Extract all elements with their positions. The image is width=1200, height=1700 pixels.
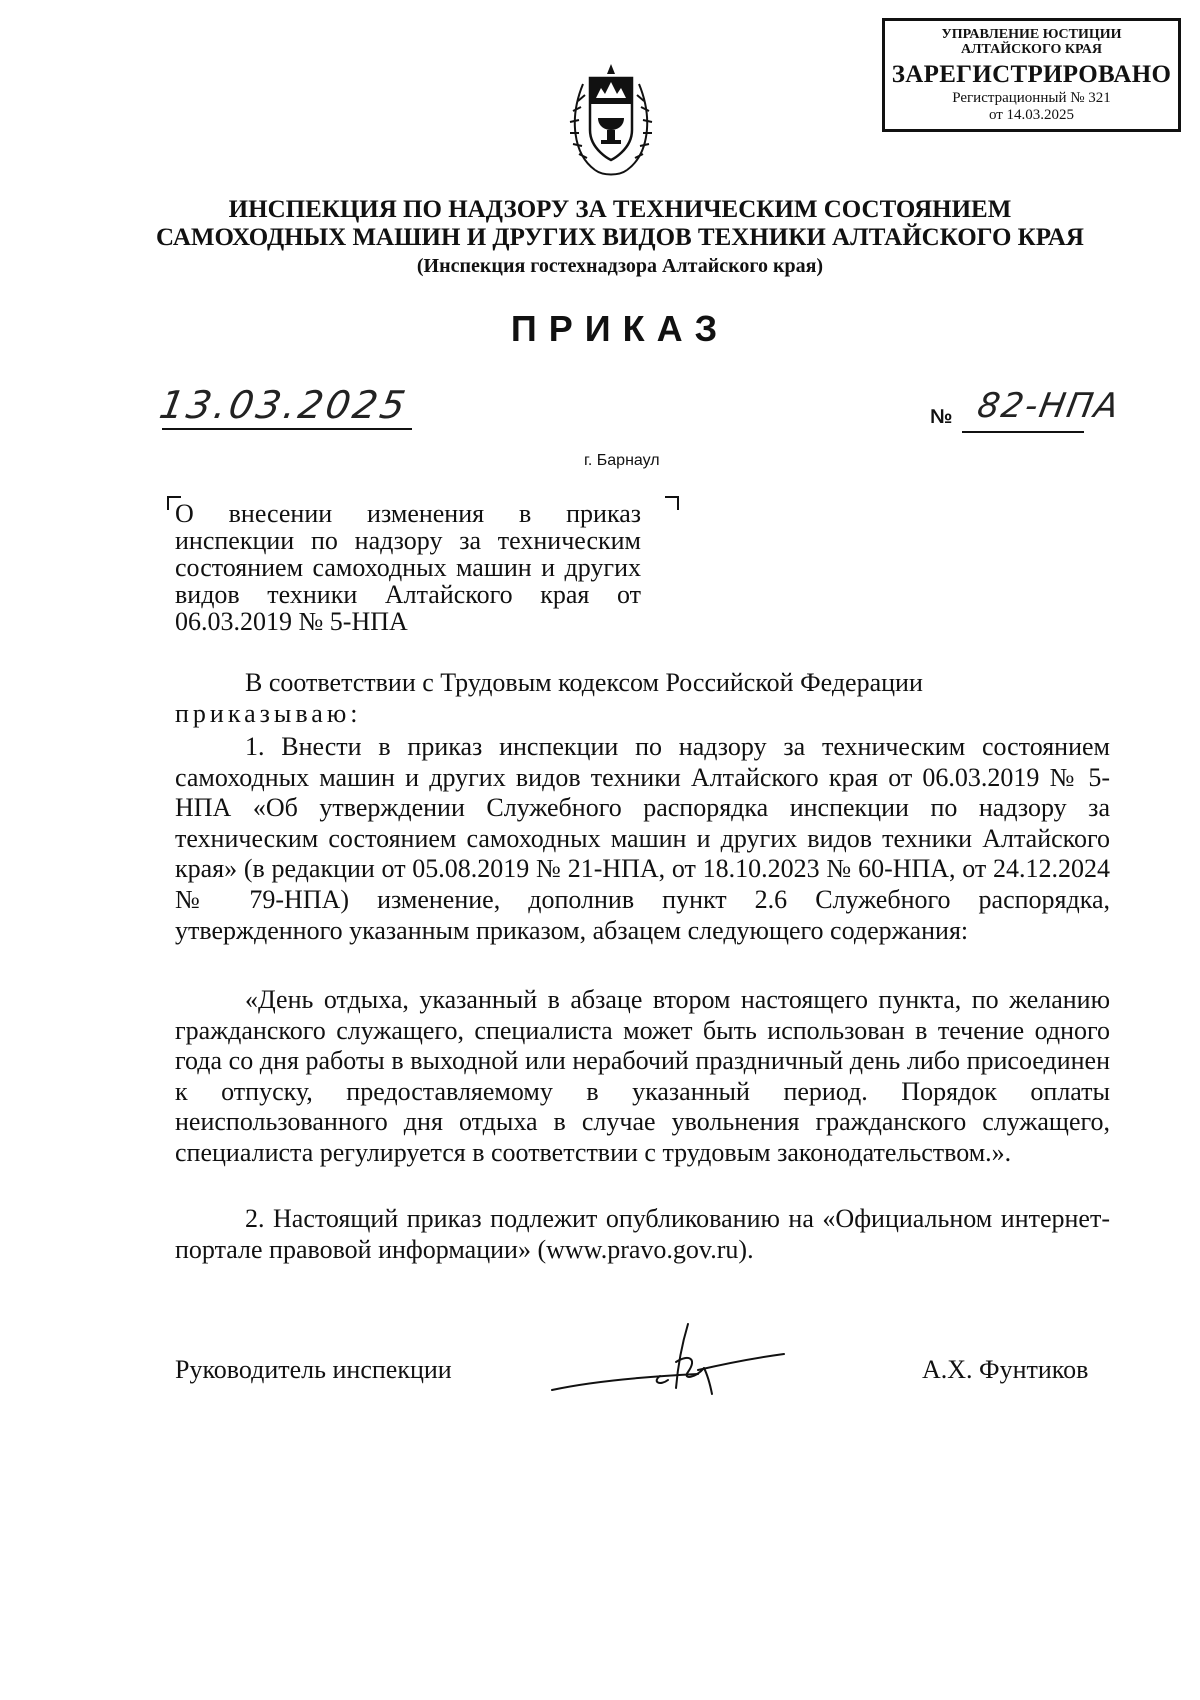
basis-paragraph — [175, 668, 1110, 729]
registration-stamp — [882, 18, 1181, 132]
order-number: 82-НПА — [974, 386, 1124, 426]
org-name-line2: САМОХОДНЫХ МАШИН И ДРУГИХ ВИДОВ ТЕХНИКИ АЛТАЙСКОГО КРАЯ — [156, 224, 1084, 251]
order-word: приказываю: — [175, 698, 362, 728]
org-name-line1: ИНСПЕКЦИЯ ПО НАДЗОРУ ЗА ТЕХНИЧЕСКИМ СОСТОЯНИЕМ — [228, 196, 1012, 223]
basis-text: В соответствии с Трудовым кодексом Российской Федерации — [245, 668, 923, 697]
stamp-reg-date: от 14.03.2025 — [988, 107, 1075, 123]
item-1-paragraph: 1. Внести в приказ инспекции по надзору за техническим состоянием самоходных машин и других видов техники Алтайского края от 06.03.2019 № 5-НПА «Об утверждении Служебного распорядка инспекции по надзору за техническим состоянием самоходных машин и других видов техники Алтайского края» (в редакции от 05.08.2019 № 21-НПА, от 18.10.2023 № 60-НПА, от 24.12.2024 № 79-НПА) изменение, дополнив пункт 2.6 Служебного распорядка, утвержденного указанным приказом, абзацем следующего содержания: — [175, 732, 1110, 945]
stamp-reg-number: Регистрационный № 321 — [952, 90, 1111, 106]
item-2-paragraph: 2. Настоящий приказ подлежит опубликованию на «Официальном интернет-портале правовой информации» (www.pravo.gov.ru). — [175, 1204, 1110, 1264]
date-underline — [162, 428, 412, 430]
order-city: г. Барнаул — [584, 452, 660, 469]
document-type-title: ПРИКАЗ — [510, 308, 730, 349]
signer-title: Руководитель инспекции — [175, 1355, 452, 1384]
subject-bracket-right — [665, 496, 679, 510]
order-number-label: № — [930, 406, 953, 428]
signer-name: А.Х. Фунтиков — [922, 1355, 1089, 1384]
stamp-agency-line2: АЛТАЙСКОГО КРАЯ — [960, 42, 1103, 57]
stamp-status: ЗАРЕГИСТРИРОВАНО — [891, 61, 1172, 88]
handwritten-signature — [548, 1318, 788, 1408]
quoted-amendment-paragraph: «День отдыха, указанный в абзаце втором настоящего пункта, по желанию гражданского служащего, специалиста может быть использован в течение одного года со дня работы в выходной или нерабочий праздничный день либо присоединен к отпуску, предоставляемому в указанный период. Порядок оплаты неиспользованного дня отдыха в случае увольнения гражданского служащего, специалиста регулируется в соответствии с трудовым законодательством.». — [175, 985, 1110, 1167]
order-subject: О внесении изменения в приказ инспекции по надзору за техническим состоянием самоходных машин и других видов техники Алтайского края от 06.03.2019 № 5-НПА — [175, 499, 641, 636]
coat-of-arms-icon — [565, 58, 657, 182]
org-short-name: (Инспекция гостехнадзора Алтайского края) — [416, 255, 824, 277]
stamp-agency-line1: УПРАВЛЕНИЕ ЮСТИЦИИ — [941, 27, 1122, 42]
number-underline — [962, 431, 1084, 433]
order-date: 13.03.2025 — [156, 383, 412, 427]
